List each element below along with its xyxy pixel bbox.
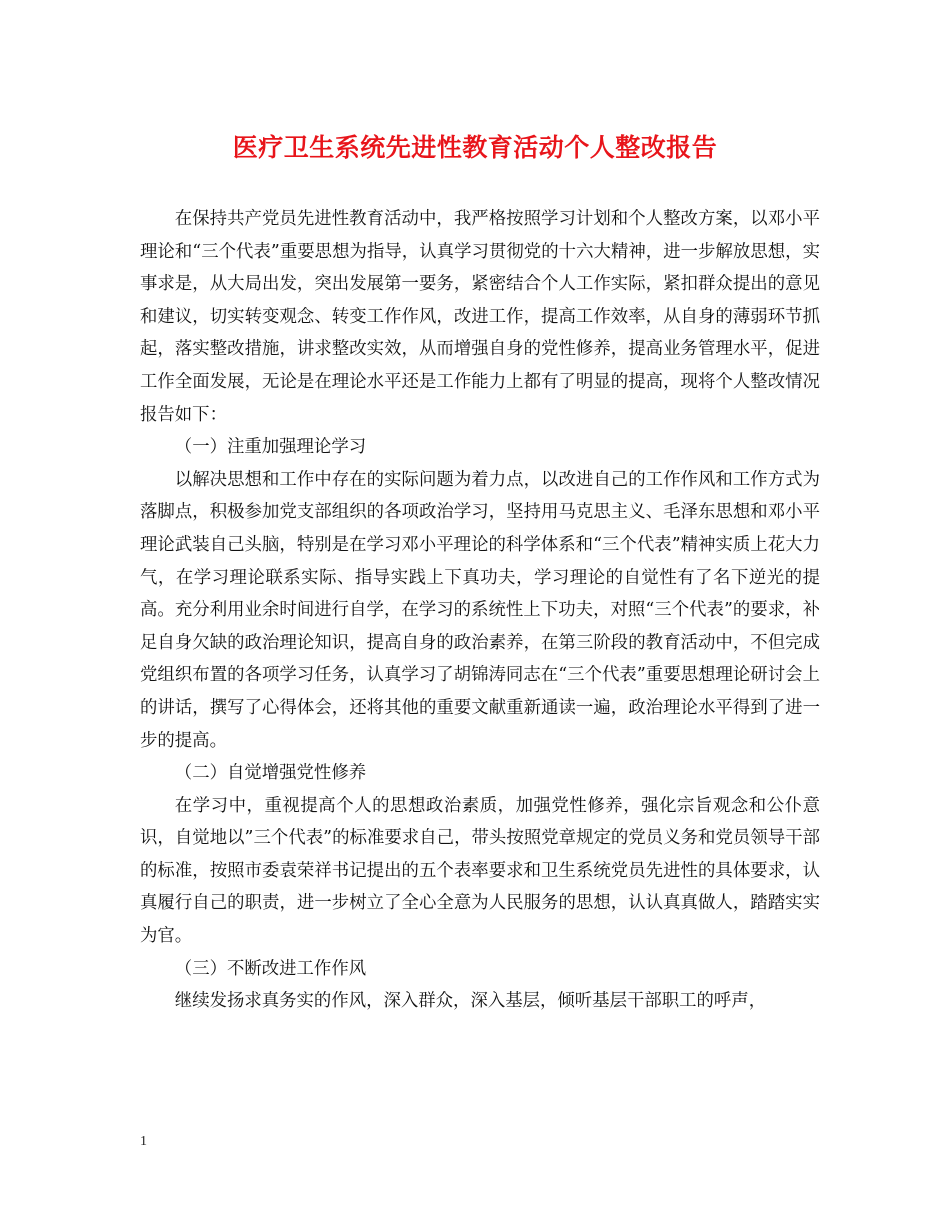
paragraph-section-1: 以解决思想和工作中存在的实际问题为着力点，以改进自己的工作作风和工作方式为落脚点，积极参加党支部组织的各项政治学习，坚持用马克思主义、毛泽东思想和邓小平理论武装自己头脑，特别是在学习邓小平理论的科学体系和“三个代表”精神实质上花大力气，在学习理论联系实际、指导实践上下真功夫，学习理论的自觉性有了名下逆光的提高。充分利用业余时间进行自学，在学习的系统性上下功夫，对照“三个代表”的要求，补足自身欠缺的政治理论知识，提高自身的政治素养，在第三阶段的教育活动中，不但完成党组织布置的各项学习任务，认真学习了胡锦涛同志在“三个代表”重要思想理论研讨会上的讲话，撰写了心得体会，还将其他的重要文献重新通读一遍，政治理论水平得到了进一步的提高。: [140, 469, 820, 751]
document-body: [140, 203, 820, 1018]
document-title: 医疗卫生系统先进性教育活动个人整改报告: [232, 133, 718, 162]
paragraph-section-2: 在学习中，重视提高个人的思想政治素质，加强党性修养，强化宗旨观念和公仆意识，自觉地以”三个代表”的标准要求自己，带头按照党章规定的党员义务和党员领导干部的标准，按照市委袁荣祥书记提出的五个表率要求和卫生系统党员先进性的具体要求，认真履行自己的职责，进一步树立了全心全意为人民服务的思想，认认真真做人，踏踏实实为官。: [140, 795, 820, 947]
paragraph-intro: 在保持共产党员先进性教育活动中，我严格按照学习计划和个人整改方案，以邓小平理论和“三个代表”重要思想为指导，认真学习贯彻党的十六大精神，进一步解放思想，实事求是，从大局出发，突出发展第一要务，紧密结合个人工作实际，紧扣群众提出的意见和建议，切实转变观念、转变工作作风，改进工作，提高工作效率，从自身的薄弱环节抓起，落实整改措施，讲求整改实效，从而增强自身的党性修养，提高业务管理水平，促进工作全面发展，无论是在理论水平还是工作能力上都有了明显的提高，现将个人整改情况报告如下：: [140, 209, 820, 425]
paragraph-section-3: 继续发扬求真务实的作风，深入群众，深入基层，倾听基层干部职工的呼声，: [174, 991, 767, 1012]
page-number: 1: [140, 1134, 147, 1149]
section-heading-3: （三）不断改进工作作风: [174, 958, 367, 979]
section-heading-1: （一）注重加强理论学习: [174, 437, 367, 458]
section-heading-2: （二）自觉增强党性修养: [174, 763, 367, 784]
